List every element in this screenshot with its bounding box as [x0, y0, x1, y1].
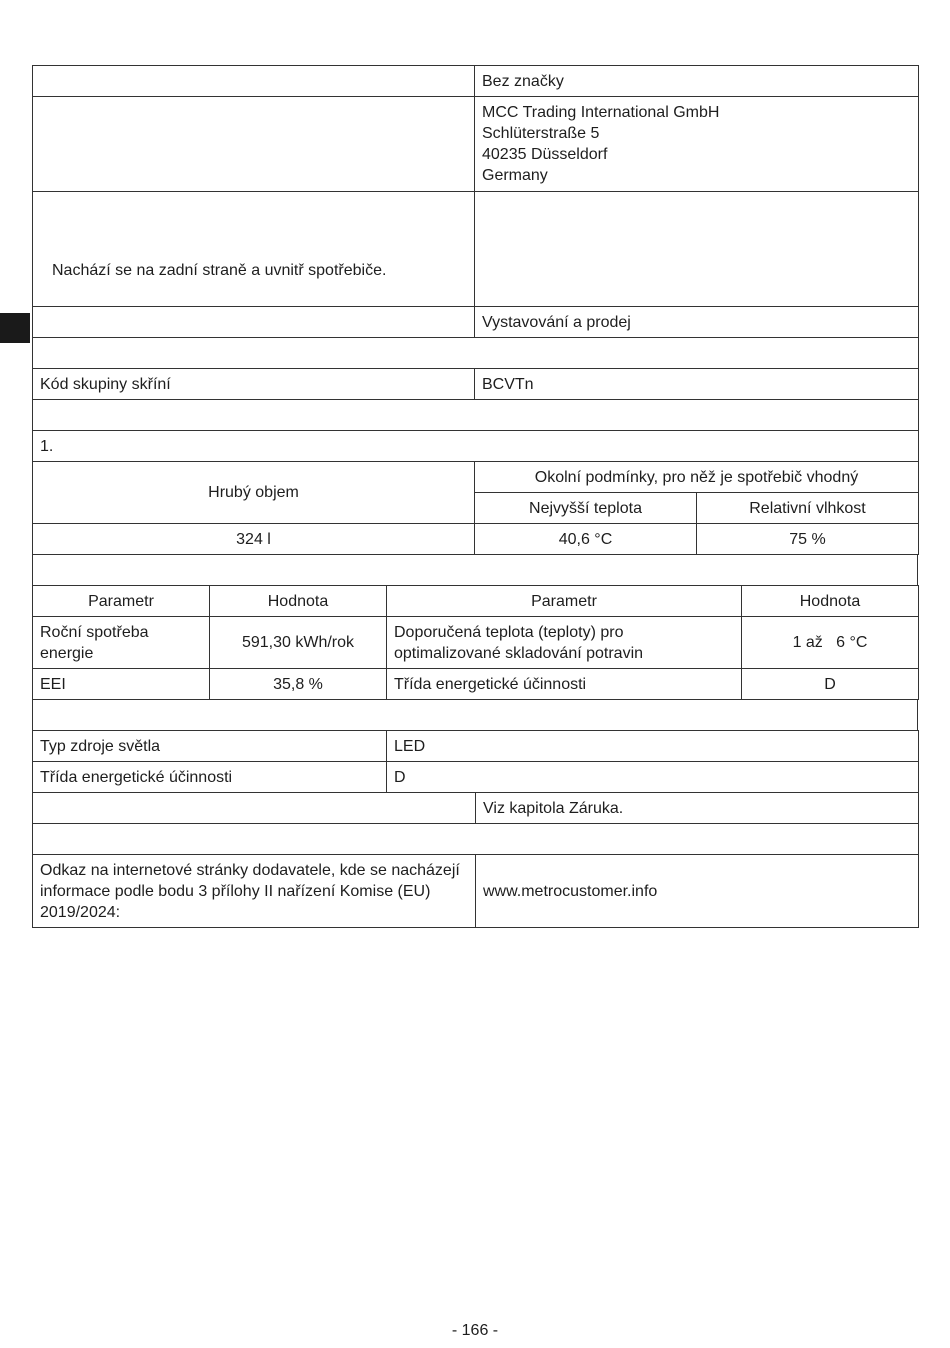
humidity-value: 75 % — [697, 524, 919, 555]
value-col-header: Hodnota — [742, 586, 919, 617]
gross-volume-header: Hrubý objem — [33, 462, 475, 524]
warranty-row — [33, 793, 919, 824]
section-header-row — [33, 400, 919, 431]
light-class-value: D — [387, 762, 919, 793]
section-header-row — [33, 700, 918, 731]
parameters-row — [33, 669, 919, 700]
chapter-tab-marker — [0, 313, 30, 343]
compartment-header-row — [33, 462, 919, 493]
param-col-header: Parametr — [387, 586, 742, 617]
label-location-value-cell — [475, 192, 919, 307]
section-header-row — [33, 824, 919, 855]
parameters-table — [32, 585, 919, 700]
value-col-header: Hodnota — [210, 586, 387, 617]
ambient-conditions-header: Okolní podmínky, pro něž je spotřebič vhodný — [475, 462, 919, 493]
section-header-cell — [33, 824, 919, 855]
label-location-text: Nachází se na zadní straně a uvnitř spotřebiče. — [33, 192, 475, 307]
section-header-cell — [33, 555, 918, 586]
light-class-label: Třída energetické účinnosti — [33, 762, 387, 793]
max-temp-value: 40,6 °C — [475, 524, 697, 555]
blank-row-table — [32, 554, 918, 586]
parameters-header-row — [33, 586, 919, 617]
section-header-cell — [33, 338, 919, 369]
compartment-number-row — [33, 431, 919, 462]
compartment-table — [32, 461, 919, 555]
param-value: 1 až 6 °C — [742, 617, 919, 669]
light-type-label: Typ zdroje světla — [33, 731, 387, 762]
address-line: Germany — [482, 167, 548, 184]
website-label: Odkaz na internetové stránky dodavatele, kde se nacházejí informace podle bodu 3 přílohy II nařízení Komise (EU) 2019/2024: — [33, 855, 476, 928]
purpose-label-cell — [33, 307, 475, 338]
supplier-table — [32, 65, 919, 462]
compartment-values-row — [33, 524, 919, 555]
param-value: 591,30 kWh/rok — [210, 617, 387, 669]
warranty-value: Viz kapitola Záruka. — [476, 793, 919, 824]
light-type-value: LED — [387, 731, 919, 762]
label-location-row — [33, 192, 919, 307]
trademark-label-cell — [33, 66, 475, 97]
address-line: Schlüterstraße 5 — [482, 125, 600, 142]
max-temp-header: Nejvyšší teplota — [475, 493, 697, 524]
light-source-table — [32, 730, 919, 793]
purpose-row — [33, 307, 919, 338]
cabinet-group-row — [33, 369, 919, 400]
blank-row-table — [32, 699, 918, 731]
parameters-row — [33, 617, 919, 669]
trademark-value: Bez značky — [475, 66, 919, 97]
address-label-cell — [33, 97, 475, 192]
cabinet-group-label: Kód skupiny skříní — [33, 369, 475, 400]
trademark-row — [33, 66, 919, 97]
param-name: Třída energetické účinnosti — [387, 669, 742, 700]
website-url[interactable]: www.metrocustomer.info — [476, 855, 919, 928]
supplier-address — [475, 97, 919, 192]
section-header-cell — [33, 400, 919, 431]
param-name: Doporučená teplota (teploty) pro optimalizované skladování potravin — [387, 617, 742, 669]
warranty-label-cell — [33, 793, 476, 824]
address-line: MCC Trading International GmbH — [482, 104, 720, 121]
cabinet-group-value: BCVTn — [475, 369, 919, 400]
param-col-header: Parametr — [33, 586, 210, 617]
gross-volume-value: 324 l — [33, 524, 475, 555]
param-name: EEI — [33, 669, 210, 700]
purpose-value: Vystavování a prodej — [475, 307, 919, 338]
light-class-row — [33, 762, 919, 793]
section-header-row — [33, 555, 918, 586]
param-value: D — [742, 669, 919, 700]
address-row — [33, 97, 919, 192]
section-header-row — [33, 338, 919, 369]
footer-table — [32, 792, 919, 928]
compartment-number: 1. — [33, 431, 919, 462]
website-row — [33, 855, 919, 928]
light-type-row — [33, 731, 919, 762]
param-value: 35,8 % — [210, 669, 387, 700]
param-name: Roční spotřeba energie — [33, 617, 210, 669]
product-info-sheet — [32, 65, 918, 928]
humidity-header: Relativní vlhkost — [697, 493, 919, 524]
section-header-cell — [33, 700, 918, 731]
page-number: - 166 - — [451, 1322, 499, 1339]
address-line: 40235 Düsseldorf — [482, 146, 608, 163]
